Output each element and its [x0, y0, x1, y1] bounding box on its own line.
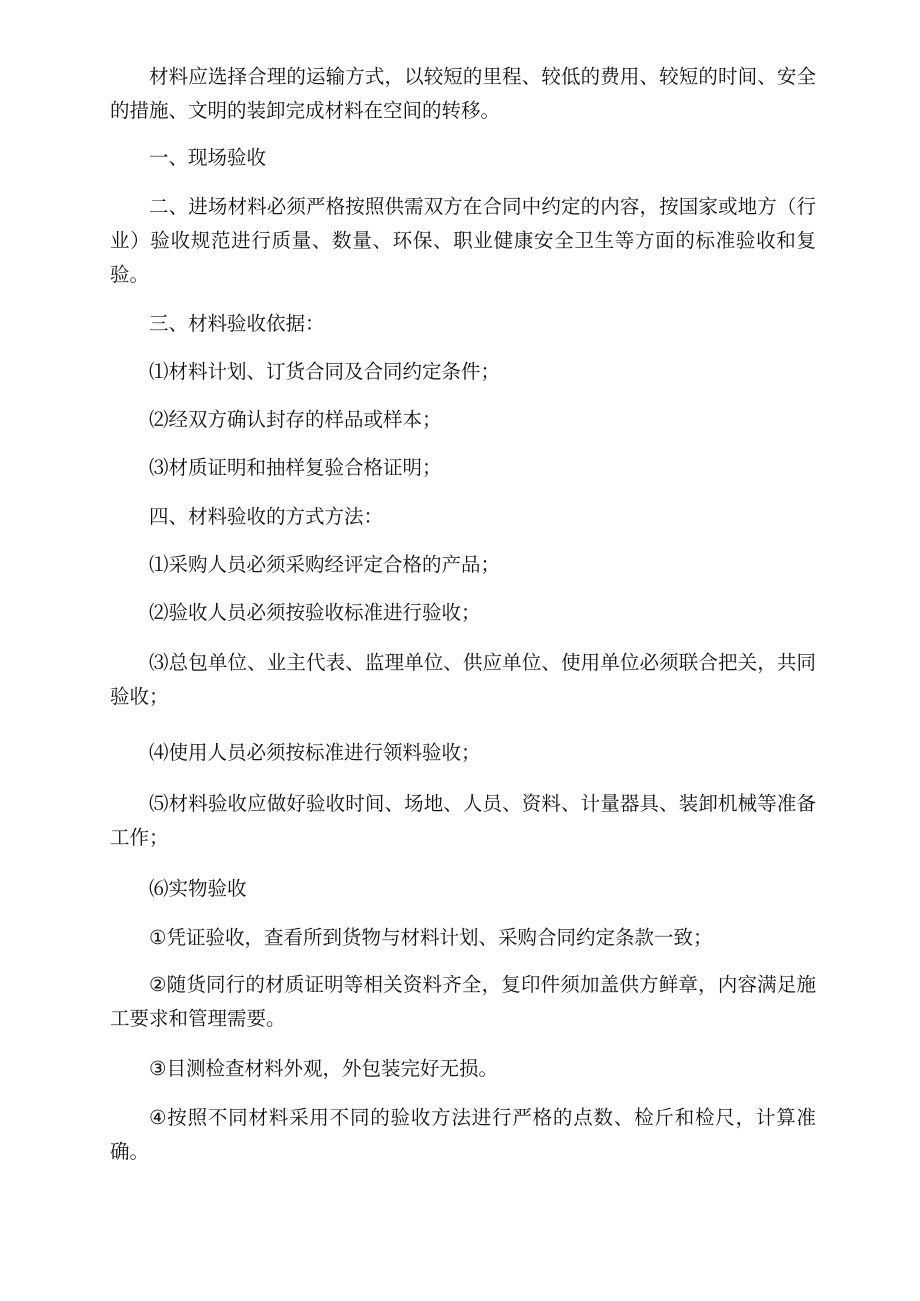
list-item-method-6: ⑹实物验收 [149, 877, 247, 900]
heading-acceptance-methods: 四、材料验收的方式方法： [149, 505, 384, 528]
list-item-method-4: ⑷使用人员必须按标准进行领料验收； [149, 741, 481, 764]
paragraph-section-two: 二、进场材料必须严格按照供需双方在合同中约定的内容，按国家或地方（行业）验收规范进行质量、数量、环保、职业健康安全卫生等方面的标准验收和复验。 [110, 195, 816, 286]
sub-item-3: ③目测检查材料外观，外包装完好无损。 [149, 1057, 498, 1080]
heading-site-acceptance: 一、现场验收 [149, 146, 267, 169]
list-item-basis-2: ⑵经双方确认封存的样品或样本； [149, 408, 442, 431]
list-item-method-5: ⑸材料验收应做好验收时间、场地、人员、资料、计量器具、装卸机械等准备工作； [110, 792, 816, 849]
sub-item-1: ①凭证验收，查看所到货物与材料计划、采购合同约定条款一致； [149, 926, 713, 949]
heading-acceptance-basis: 三、材料验收依据： [149, 312, 325, 335]
list-item-method-2: ⑵验收人员必须按验收标准进行验收； [149, 601, 481, 624]
sub-item-4: ④按照不同材料采用不同的验收方法进行严格的点数、检斤和检尺，计算准确。 [110, 1106, 816, 1163]
list-item-basis-1: ⑴材料计划、订货合同及合同约定条件； [149, 360, 501, 383]
sub-item-2: ②随货同行的材质证明等相关资料齐全，复印件须加盖供方鲜章，内容满足施工要求和管理需要。 [110, 973, 816, 1030]
list-item-method-3: ⑶总包单位、业主代表、监理单位、供应单位、使用单位必须联合把关，共同验收； [110, 651, 816, 708]
paragraph-intro: 材料应选择合理的运输方式，以较短的里程、较低的费用、较短的时间、安全的措施、文明的装卸完成材料在空间的转移。 [110, 65, 816, 122]
list-item-method-1: ⑴采购人员必须采购经评定合格的产品； [149, 553, 501, 576]
list-item-basis-3: ⑶材质证明和抽样复验合格证明； [149, 456, 442, 479]
